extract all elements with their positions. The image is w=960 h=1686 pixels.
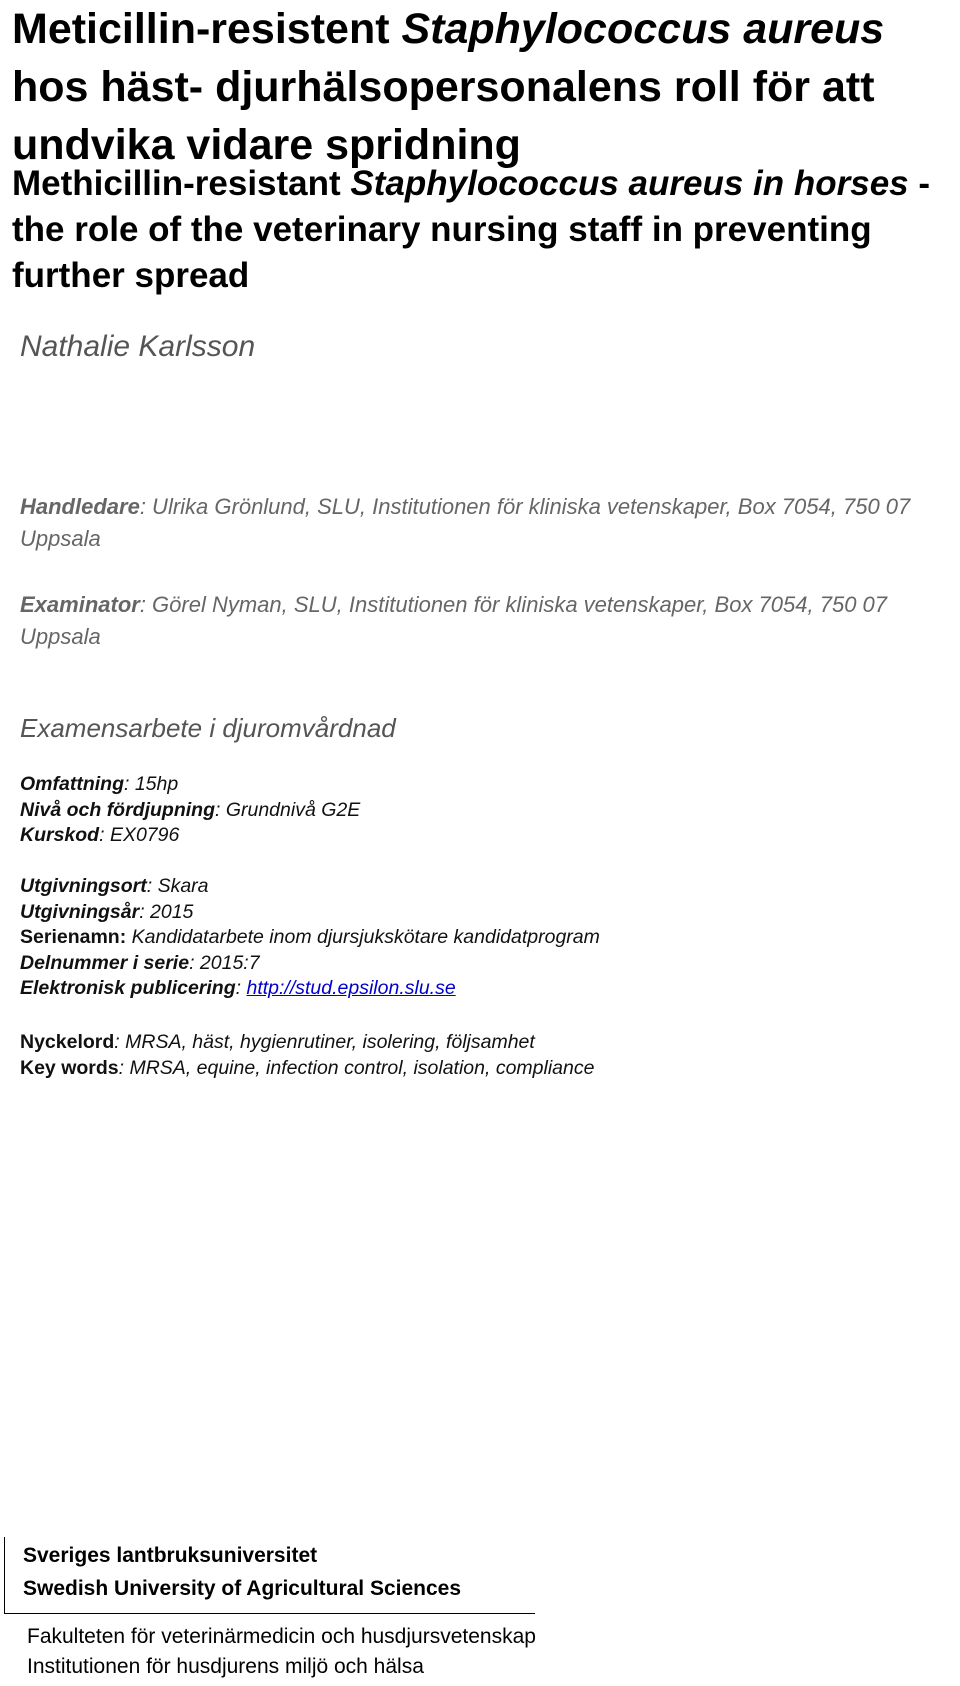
series-row [20, 925, 940, 951]
keywords-en-label: Key words [20, 1056, 119, 1079]
keywords-en-row [20, 1056, 940, 1082]
supervisor-label: Handledare [20, 494, 140, 519]
author-name: Nathalie Karlsson [20, 330, 256, 363]
keywords-sv-label: Nyckelord [20, 1031, 115, 1053]
department-name: Institutionen för husdjurens miljö och hälsa [27, 1655, 424, 1678]
title-swedish-part3: hos häst- djurhälsopersonalens roll för att undvika vidare spridning [12, 63, 875, 169]
epub-label: Elektronisk publicering [20, 977, 236, 999]
level-value: : Grundnivå G2E [215, 798, 361, 821]
series-value: Kandidatarbete inom djursjukskötare kandidatprogram [126, 926, 600, 948]
keywords-sv-row [20, 1030, 940, 1056]
year-value: : 2015 [139, 900, 194, 923]
keywords-en-value: : MRSA, equine, infection control, isolation, compliance [118, 1056, 595, 1079]
series-part-label: Delnummer i serie [20, 951, 190, 974]
examiner-label: Examinator [20, 592, 140, 617]
series-part-value: : 2015:7 [189, 951, 260, 974]
year-row [20, 900, 940, 926]
faculty-name: Fakulteten för veterinärmedicin och husdjursvetenskap [27, 1625, 536, 1648]
title-swedish-species: Staphylococcus aureus [401, 5, 885, 53]
series-label: Serienamn: [20, 926, 127, 948]
level-label: Nivå och fördjupning [20, 798, 215, 821]
course-code-value: : EX0796 [99, 824, 180, 846]
course-code-label: Kurskod [20, 824, 100, 846]
place-value: : Skara [146, 875, 209, 897]
scope-label: Omfattning [20, 773, 124, 795]
epub-row [20, 976, 940, 1002]
supervisor-value: : Ulrika Grönlund, SLU, Institutionen för kliniska vetenskaper, Box 7054, 750 07 Uppsala [20, 494, 911, 551]
keywords-block [20, 1030, 940, 1081]
university-name-english: Swedish University of Agricultural Sciences [23, 1577, 462, 1600]
scope-row [20, 772, 940, 798]
university-name-swedish: Sveriges lantbruksuniversitet [23, 1544, 318, 1567]
publication-details [20, 874, 940, 1002]
title-swedish [12, 0, 942, 174]
scope-value: : 15hp [123, 773, 179, 795]
title-english-part3: - the role of the veterinary nursing staff in preventing further spread [12, 164, 931, 295]
series-part-row [20, 951, 940, 977]
keywords-sv-value: : MRSA, häst, hygienrutiner, isolering, följsamhet [114, 1031, 535, 1053]
place-row [20, 874, 940, 900]
title-swedish-part1: Meticillin-resistent [12, 5, 402, 53]
thesis-type: Examensarbete i djuromvårdnad [20, 713, 396, 743]
epub-link[interactable]: http://stud.epsilon.slu.se [246, 977, 456, 999]
year-label: Utgivningsår [20, 900, 140, 923]
title-english-species: Staphylococcus aureus in horses [350, 164, 909, 203]
place-label: Utgivningsort [20, 875, 147, 897]
examiner-info [20, 589, 960, 653]
epub-separator: : [235, 977, 247, 999]
course-code-row [20, 823, 940, 849]
course-details [20, 772, 940, 849]
examiner-value: : Görel Nyman, SLU, Institutionen för kliniska vetenskaper, Box 7054, 750 07 Uppsala [20, 592, 888, 649]
level-row [20, 798, 940, 824]
supervisor-info [20, 491, 960, 555]
title-english-part1: Methicillin-resistant [12, 164, 351, 203]
title-english [12, 161, 942, 299]
